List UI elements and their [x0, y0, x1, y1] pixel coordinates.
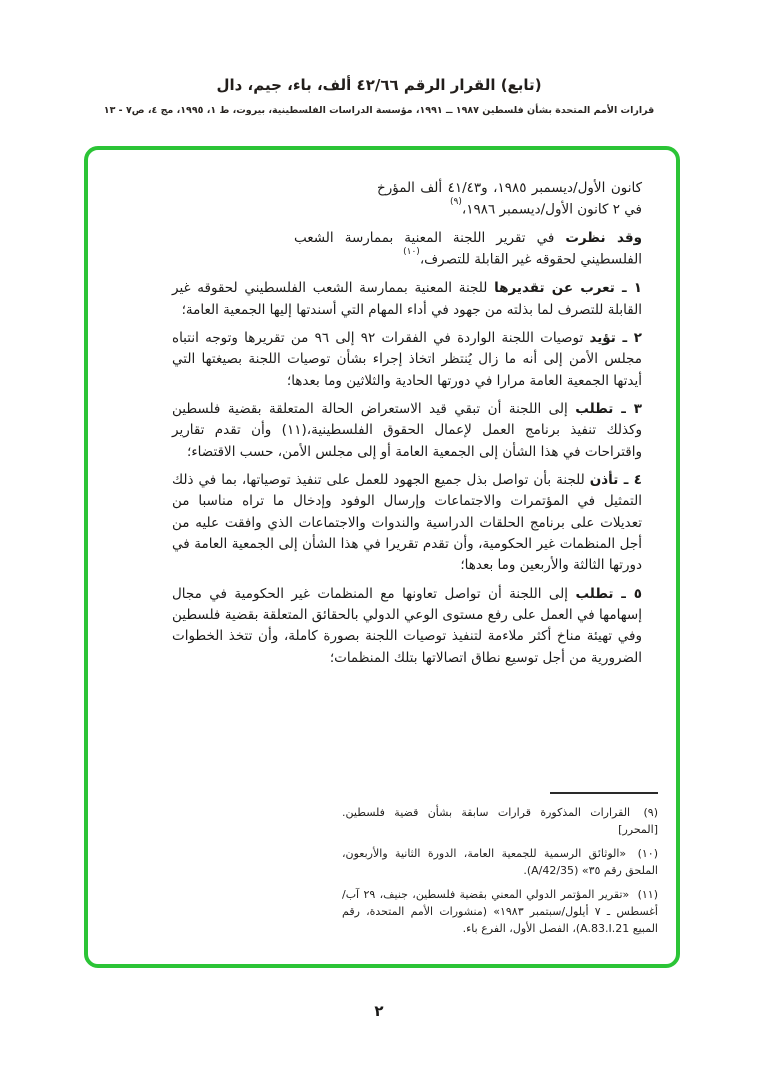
footnote-text: «الوثائق الرسمية للجمعية العامة، الدورة الثانية والأربعون، الملحق رقم ٣٥» (A/42/35).	[342, 846, 658, 877]
body-text	[88, 150, 676, 669]
footnote-text: القرارات المذكورة قرارات سابقة بشأن قضية فلسطين. [المحرر]	[342, 805, 658, 836]
paragraph-lead: ١ ـ تعرب عن تقديرها	[494, 280, 642, 297]
paragraph-lead: وقد نظرت	[565, 230, 642, 247]
document-title: (تابع) القرار الرقم ٤٢/٦٦ ألف، باء، جيم، دال	[216, 76, 542, 94]
footnote-10	[342, 845, 658, 879]
footnote-ref-9: (٩)	[449, 197, 462, 208]
document-subtitle: قرارات الأمم المتحدة بشأن فلسطين ١٩٨٧ ــ ١٩٩١، مؤسسة الدراسات الفلسطينية، بيروت، ط ١، ١٩٩٥، مج ٤، ص٧ - ١٣	[103, 105, 655, 116]
paragraph-preamble	[294, 228, 642, 271]
paragraph-lead: ٥ ـ تطلب	[575, 585, 642, 602]
footnote-marker: (١١)	[637, 887, 658, 901]
paragraph-operative-4	[172, 470, 642, 577]
paragraph-text: للجنة المعنية بممارسة الشعب الفلسطيني لحقوقه غير القابلة للتصرف لما بذلته من جهود في أداء المهام التي أسندتها إليها الجمعية العامة؛	[172, 280, 642, 318]
paragraph-operative-1	[172, 278, 642, 321]
footnote-ref-10: (١٠)	[403, 247, 420, 258]
footnote-9	[342, 804, 658, 838]
page-header	[0, 76, 758, 116]
footnote-11	[342, 886, 658, 937]
paragraph-operative-3	[172, 399, 642, 463]
paragraph-text: إلى اللجنة أن تبقي قيد الاستعراض الحالة المتعلقة بقضية فلسطين وكذلك تنفيذ برنامج العمل لإعمال الحقوق الفلسطينية،(١١) وأن تقدم تقارير واقتراحات في هذا الشأن إلى الجمعية العامة أو إلى مجلس الأمن، حسب الاقتضاء؛	[172, 400, 643, 460]
footnote-marker: (١٠)	[637, 846, 658, 860]
paragraph-text: إلى اللجنة أن تواصل تعاونها مع المنظمات غير الحكومية في مجال إسهامها في العمل على رفع مستوى الوعي الدولي بالحقائق المتعلقة بقضية فلسطين وفي تهيئة مناخ أكثر ملاءمة لتنفيذ توصيات اللجنة بصورة كاملة، وأن تتخذ الخطوات الضرورية من أجل توسيع نطاق اتصالاتها بتلك المنظمات؛	[172, 585, 642, 666]
paragraph-text: للجنة بأن تواصل بذل جميع الجهود للعمل على تنفيذ توصياتها، بما في ذلك التمثيل في المؤتمرات والاجتماعات وإرسال الوفود وإدخال ما تراه مناسبا من تعديلات على برنامج الحلقات الدراسية والندوات والاجتماعات الذي وافقت عليه من أجل المنظمات غير الحكومية، وأن تقدم تقريرا في هذا الشأن إلى الجمعية العامة في دورتها الثالثة والأربعين وما بعدها؛	[172, 471, 642, 574]
footnote-marker: (٩)	[643, 805, 659, 819]
footnotes-section	[342, 792, 658, 944]
paragraph-operative-5	[172, 584, 642, 669]
page-number: ٢	[374, 1002, 384, 1020]
paragraph-lead: ٣ ـ تطلب	[575, 400, 642, 417]
paragraph-lead: ٢ ـ تؤيد	[589, 329, 642, 346]
paragraph-continuation	[377, 178, 642, 221]
paragraph-text: كانون الأول/ديسمبر ١٩٨٥، و٤١/٤٣ ألف المؤرخ في ٢ كانون الأول/ديسمبر ١٩٨٦،	[377, 180, 642, 218]
footnote-text: «تقرير المؤتمر الدولي المعني بقضية فلسطين، جنيف، ٢٩ آب/أغسطس ـ ٧ أيلول/سبتمبر ١٩٨٣» (منشورات الأمم المتحدة، رقم المبيع A.83.I.21)، الفصل الأول، الفرع باء.	[342, 887, 658, 935]
paragraph-operative-2	[172, 328, 642, 392]
content-frame	[84, 146, 680, 968]
footnote-separator	[550, 792, 658, 794]
paragraph-lead: ٤ ـ تأذن	[589, 471, 642, 488]
paragraph-text: في تقرير اللجنة المعنية بممارسة الشعب الفلسطيني لحقوقه غير القابلة للتصرف،	[294, 230, 642, 268]
paragraph-text: توصيات اللجنة الواردة في الفقرات ٩٢ إلى ٩٦ من تقريرها وتوجه انتباه مجلس الأمن إلى أنه ما زال يُنتظر اتخاذ إجراء بشأن توصيات اللجنة بصيغتها التي أيدتها الجمعية العامة مرارا في دورتها الحادية والثلاثين وما بعدها؛	[172, 329, 642, 389]
